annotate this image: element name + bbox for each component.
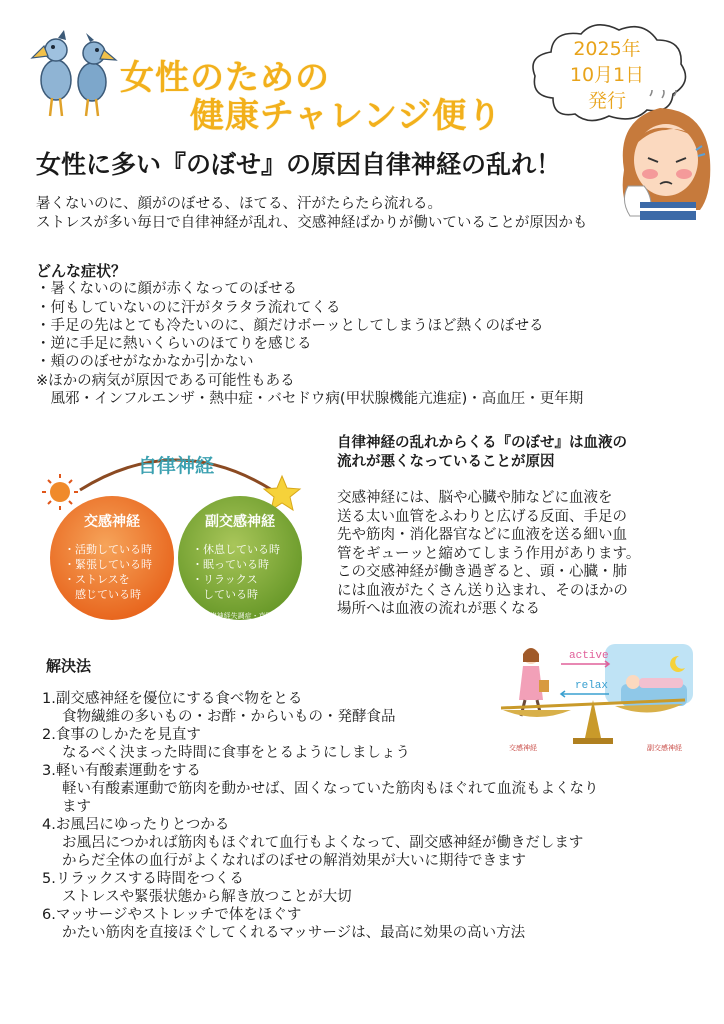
solutions-list — [42, 690, 692, 942]
headline: 女性に多い『のぼせ』の原因自律神経の乱れ！ — [36, 150, 562, 179]
parasympathetic-item: ・リラックス — [192, 574, 258, 586]
cause-line: には血液がたくさん送り込まれ、そのほかの — [337, 582, 628, 599]
cause-heading — [337, 434, 707, 472]
sympathetic-item: ・ストレスを — [64, 574, 130, 586]
scale-left-label: 交感神経 — [509, 745, 537, 752]
shoebill-birds-illustration — [28, 28, 118, 120]
solution-item — [42, 906, 692, 942]
bird-left-icon — [32, 30, 71, 116]
symptom-item: ・暑くないのに顔が赤くなってのぼせる — [36, 281, 297, 298]
symptoms-section — [36, 262, 583, 408]
parasympathetic-title: 副交感神経 — [205, 513, 275, 529]
solution-detail — [42, 780, 692, 816]
symptom-note: ※ほかの病気が原因である可能性もある — [36, 372, 295, 389]
solution-detail-line: 軽い有酸素運動で筋肉を動かせば、固くなっていた筋肉もほぐれて血流もよくなり — [62, 781, 599, 797]
scale-right-label: 副交感神経 — [647, 745, 682, 752]
symptom-note-diseases: 風邪・インフルエンザ・熱中症・バセドウ病(甲状腺機能亢進症)・高血圧・更年期 — [36, 391, 584, 408]
cause-heading-line: 自律神経の乱れからくる『のぼせ』は血液の — [337, 435, 627, 451]
solution-detail-line: ます — [62, 799, 91, 815]
cause-line: この交感神経が働き過ぎると、頭・心臓・肺 — [337, 564, 627, 580]
cause-line: 交感神経には、脳や心臓や肺などに血液を — [337, 490, 613, 506]
diagram-credit: 自律神経失調症・克服ガイド — [202, 613, 294, 620]
solution-detail-line: かたい筋肉を直接ほぐしてくれるマッサージは、最高に効果の高い方法 — [62, 925, 526, 941]
diagram-title: 自律神経 — [137, 456, 215, 477]
solution-detail-line: 食物繊維の多いもの・お酢・からいもの・発酵食品 — [62, 709, 396, 725]
cause-line: 送る太い血管をふわりと広げる反面、手足の — [337, 508, 627, 525]
symptom-item: ・逆に手足に熱いくらいのほてりを感じる — [36, 336, 312, 353]
cause-heading-line: 流れが悪くなっていることが原因 — [337, 454, 555, 470]
issue-date-day: 10月1日 — [569, 64, 645, 86]
solution-title: 5.リラックスする時間をつくる — [42, 871, 244, 887]
bird-right-icon — [78, 33, 116, 116]
intro-line: 暑くないのに、顔がのぼせる、ほてる、汗がたらたら流れる。 — [36, 196, 442, 212]
solution-item — [42, 726, 692, 762]
solution-detail — [42, 708, 692, 726]
solution-detail-line: からだ全体の血行がよくなればのぼせの解消効果が大いに期待できます — [62, 853, 526, 869]
issue-date-year: 2025年 — [573, 38, 641, 60]
solution-item — [42, 816, 692, 870]
cause-line: 管をギューッと縮めてしまう作用があります。 — [337, 545, 641, 562]
cause-body — [337, 489, 707, 619]
cause-line: 先や筋肉・消化器官などに血液を送る細い血 — [337, 527, 627, 543]
sun-icon — [42, 474, 78, 510]
parasympathetic-item: ・眠っている時 — [192, 559, 269, 571]
parasympathetic-item: している時 — [192, 589, 258, 601]
symptom-item: ・頬ののぼせがなかなか引かない — [36, 354, 254, 371]
symptom-item: ・手足の先はとても冷たいのに、顔だけボーッとしてしまうほど熱くのぼせる — [36, 317, 544, 334]
parasympathetic-item: ・休息している時 — [192, 544, 280, 556]
cause-line: 場所へは血液の流れが悪くなる — [337, 601, 540, 617]
hot-flash-woman-illustration — [610, 90, 722, 220]
solution-detail-line: ストレスや緊張状態から解き放つことが大切 — [62, 889, 352, 905]
issue-date-label: 発行 — [587, 90, 626, 112]
solution-detail — [42, 744, 692, 762]
sympathetic-item: ・活動している時 — [64, 544, 152, 556]
solution-item — [42, 690, 692, 726]
solution-title: 6.マッサージやストレッチで体をほぐす — [42, 907, 302, 923]
solution-title: 1.副交感神経を優位にする食べ物をとる — [42, 691, 303, 707]
solution-item — [42, 870, 692, 906]
sympathetic-item: ・緊張している時 — [64, 559, 152, 571]
solution-detail-line: お風呂につかれば筋肉もほぐれて血行もよくなって、副交感神経が働きだします — [62, 835, 584, 851]
solution-detail-line: なるべく決まった時間に食事をとるようにしましょう — [62, 745, 410, 761]
solution-detail — [42, 834, 692, 870]
autonomic-nerve-diagram — [40, 440, 312, 622]
sympathetic-item: 感じている時 — [64, 589, 141, 601]
solution-detail — [42, 924, 692, 942]
solution-title: 2.食事のしかたを見直す — [42, 727, 201, 743]
intro-line: ストレスが多い毎日で自律神経が乱れ、交感神経ばかりが働いていることが原因かも — [36, 215, 588, 231]
solution-title: 4.お風呂にゆったりとつかる — [42, 817, 230, 833]
newsletter-title-line2: 健康チャレンジ便り — [190, 96, 503, 136]
solutions-heading: 解決法 — [46, 657, 92, 675]
intro-text — [36, 195, 587, 233]
sympathetic-title: 交感神経 — [84, 513, 140, 529]
relax-label: relax — [575, 680, 609, 692]
cause-section — [337, 434, 707, 619]
newsletter-title-line1: 女性のための — [120, 58, 330, 98]
solution-title: 3.軽い有酸素運動をする — [42, 763, 201, 779]
solution-detail — [42, 888, 692, 906]
symptom-item: ・何もしていないのに汗がタラタラ流れてくる — [36, 299, 341, 316]
solution-item — [42, 762, 692, 816]
active-label: active — [569, 650, 609, 662]
symptoms-heading: どんな症状？ — [36, 262, 127, 280]
